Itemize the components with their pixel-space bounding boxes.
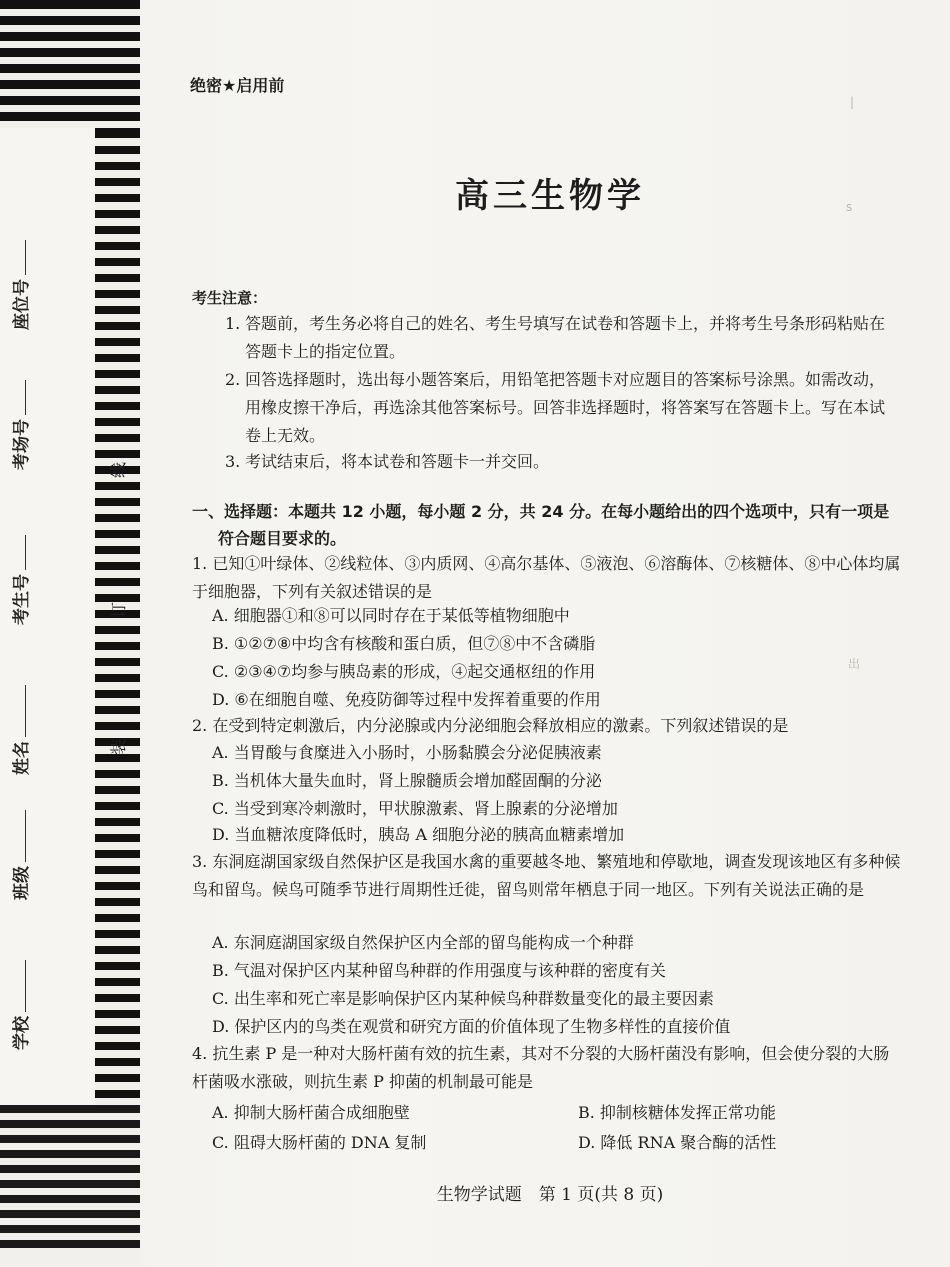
notice-item-3: 3. 考试结束后，将本试卷和答题卡一并交回。 (225, 452, 550, 471)
exam-page: 座位号 考场号 考生号 姓名 班级 学校 线 订 装 | s 出 绝密★启用前 高三生物学 考生注意： 1. 答题前，考生务必将自己的姓名、考生号填写在试卷和答题卡上，并将考生号条形码粘贴在答题卡上的指定位置。 2. 回答选择题时，选出每小题答案后，用铅笔把答题卡对应题目的答案标号涂黑。如需改动，用橡皮擦干净后，再选涂其他答案标号。回答非选择题时，将答案写在答题卡上。写在本试卷上无效。 3. 考试结束后，将本试卷和答题卡一并交回。 一、选择题：本题共 12 小题，每小题 2 分，共 24 分。在每小题给出的四个选项中，只有一项是 符合题目要求的。 1. 已知①叶绿体、②线粒体、③内质网、④高尔基体、⑤液泡、⑥溶酶体、⑦核糖体、⑧中心体均属于细胞器，下列有关叙述错误的是 A. 细胞器①和⑧可以同时存在于某低等植物细胞中 B. ①②⑦⑧中均含有核酸和蛋白质，但⑦⑧中不含磷脂 C. ②③④⑦均参与胰岛素的形成，④起交通枢纽的作用 D. ⑥在细胞自噬、免疫防御等过程中发挥着重要的作用 2. 在受到特定刺激后，内分泌腺或内分泌细胞会释放相应的激素。下列叙述错误的是 A. 当胃酸与食糜进入小肠时，小肠黏膜会分泌促胰液素 B. 当机体大量失血时，肾上腺髓质会增加醛固酮的分泌 C. 当受到寒冷刺激时，甲状腺激素、肾上腺素的分泌增加 D. 当血糖浓度降低时，胰岛 A 细胞分泌的胰高血糖素增加 3. 东洞庭湖国家级自然保护区是我国水禽的重要越冬地、繁殖地和停歇地，调查发现该地区有多种候鸟和留鸟。候鸟可随季节进行周期性迁徙，留鸟则常年栖息于同一地区。下列有关说法正确的是 A. 东洞庭湖国家级自然保护区内全部的留鸟能构成一个种群 B. 气温对保护区内某种留鸟种群的作用强度与该种群的密度有关 C. 出生率和死亡率是影响保护区内某种候鸟种群数量变化的最主要因素 D. 保护区内的鸟类在观赏和研究方面的价值体现了生物多样性的直接价值 4. 抗生素 P 是一种对大肠杆菌有效的抗生素，其对不分裂的大肠杆菌没有影响，但会使分裂的大肠杆菌吸水涨破，则抗生素 P 抑菌的机制最可能是 A. 抑制大肠杆菌合成细胞壁 B. 抑制核糖体发挥正常功能 C. 阻碍大肠杆菌的 DNA 复制 D. 降低 RNA 聚合酶的活性 生物学试题 第 1 页(共 8 页) (0, 0, 950, 1267)
question-2-option-d: D. 当血糖浓度降低时，胰岛 A 细胞分泌的胰高血糖素增加 (212, 825, 625, 844)
page-footer: 生物学试题 第 1 页(共 8 页) (436, 1185, 664, 1205)
barcode-bars-top (0, 0, 140, 130)
question-1-option-d: D. ⑥在细胞自噬、免疫防御等过程中发挥着重要的作用 (212, 690, 601, 709)
confidential-label: 绝密★启用前 (190, 76, 285, 95)
notice-item-2: 2. 回答选择题时，选出每小题答案后，用铅笔把答题卡对应题目的答案标号涂黑。如需改动，用橡皮擦干净后，再选涂其他答案标号。回答非选择题时，将答案写在答题卡上。写在本试卷上无效。 (225, 370, 886, 445)
question-3-option-d: D. 保护区内的鸟类在观赏和研究方面的价值体现了生物多样性的直接价值 (212, 1017, 731, 1036)
question-4-option-d: D. 降低 RNA 聚合酶的活性 (578, 1133, 777, 1152)
seat-number-field: 座位号 (8, 240, 30, 330)
question-3-option-c: C. 出生率和死亡率是影响保护区内某种候鸟种群数量变化的最主要因素 (212, 989, 714, 1008)
binding-mark-staple: 订 (109, 601, 128, 618)
barcode-bars-bottom (0, 1105, 140, 1255)
student-number-field: 考生号 (8, 535, 30, 625)
question-1-option-a: A. 细胞器①和⑧可以同时存在于某低等植物细胞中 (212, 606, 570, 625)
question-3-option-a: A. 东洞庭湖国家级自然保护区内全部的留鸟能构成一个种群 (212, 933, 634, 952)
notice-heading: 考生注意： (192, 289, 268, 307)
exam-room-field: 考场号 (8, 380, 30, 470)
question-2-stem: 2. 在受到特定刺激后，内分泌腺或内分泌细胞会释放相应的激素。下列叙述错误的是 (192, 716, 789, 735)
question-2-option-c: C. 当受到寒冷刺激时，甲状腺激素、肾上腺素的分泌增加 (212, 799, 618, 818)
binding-mark-bind: 装 (109, 738, 128, 755)
name-field: 姓名 (8, 685, 30, 775)
section-heading: 一、选择题：本题共 12 小题，每小题 2 分，共 24 分。在每小题给出的四个选项中，只有一项是 符合题目要求的。 (192, 502, 890, 548)
question-1-stem: 1. 已知①叶绿体、②线粒体、③内质网、④高尔基体、⑤液泡、⑥溶酶体、⑦核糖体、⑧中心体均属于细胞器，下列有关叙述错误的是 (192, 554, 901, 601)
question-4-stem: 4. 抗生素 P 是一种对大肠杆菌有效的抗生素，其对不分裂的大肠杆菌没有影响，但会使分裂的大肠杆菌吸水涨破，则抗生素 P 抑菌的机制最可能是 (192, 1044, 890, 1091)
question-4-option-b: B. 抑制核糖体发挥正常功能 (578, 1103, 776, 1122)
question-4-option-a: A. 抑制大肠杆菌合成细胞壁 (212, 1103, 410, 1122)
class-field: 班级 (8, 810, 30, 900)
question-3-stem: 3. 东洞庭湖国家级自然保护区是我国水禽的重要越冬地、繁殖地和停歇地，调查发现该地区有多种候鸟和留鸟。候鸟可随季节进行周期性迁徙，留鸟则常年栖息于同一地区。下列有关说法正确的是 (192, 852, 901, 899)
question-4-option-c: C. 阻碍大肠杆菌的 DNA 复制 (212, 1133, 427, 1152)
binding-mark-line: 线 (109, 461, 128, 478)
binding-strip (0, 0, 140, 1267)
question-3-option-b: B. 气温对保护区内某种留鸟种群的作用强度与该种群的密度有关 (212, 961, 666, 980)
question-2-option-a: A. 当胃酸与食糜进入小肠时，小肠黏膜会分泌促胰液素 (212, 743, 602, 762)
question-1-option-b: B. ①②⑦⑧中均含有核酸和蛋白质，但⑦⑧中不含磷脂 (212, 634, 596, 653)
notice-item-1: 1. 答题前，考生务必将自己的姓名、考生号填写在试卷和答题卡上，并将考生号条形码粘贴在答题卡上的指定位置。 (225, 314, 886, 361)
school-field: 学校 (8, 960, 30, 1050)
question-1-option-c: C. ②③④⑦均参与胰岛素的形成，④起交通枢纽的作用 (212, 662, 596, 681)
page-title: 高三生物学 (455, 176, 645, 216)
question-2-option-b: B. 当机体大量失血时，肾上腺髓质会增加醛固酮的分泌 (212, 771, 602, 790)
